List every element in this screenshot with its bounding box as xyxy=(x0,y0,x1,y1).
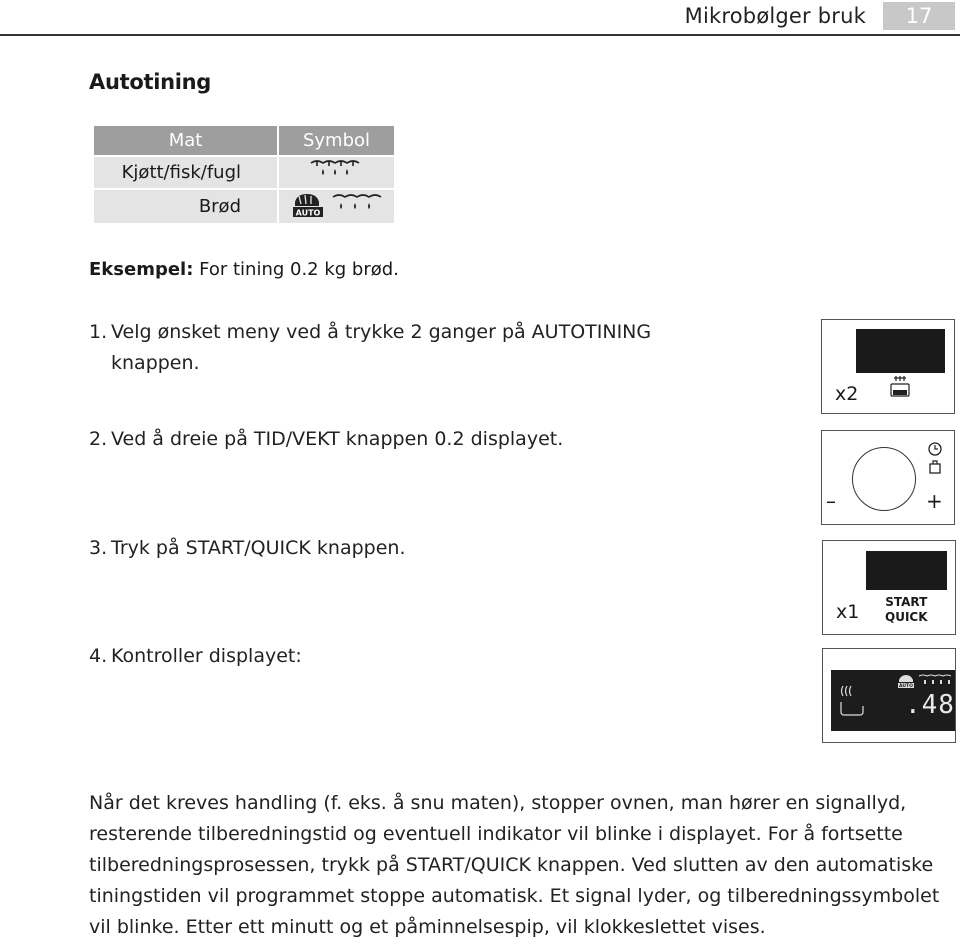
body-paragraph xyxy=(89,788,949,943)
step-4 xyxy=(89,641,302,672)
paragraph-line: tiningstiden vil programmet stoppe automatisk. Et signal lyder, og tilberedningssymbolet xyxy=(89,885,940,907)
press-count: x2 xyxy=(835,383,859,405)
step-text: Ved å dreie på TID/VEKT knappen 0.2 displayet. xyxy=(111,428,564,450)
clock-icon xyxy=(927,441,943,457)
weight-icon xyxy=(927,459,943,475)
dial-plus: + xyxy=(926,489,943,513)
defrost-auto-indicator-icon xyxy=(897,673,953,689)
food-symbol-table xyxy=(92,124,396,225)
step-number: 4. xyxy=(89,645,108,667)
autotining-icon xyxy=(888,375,912,399)
page-number: 17 xyxy=(883,2,955,30)
defrost-bread-auto-icon xyxy=(279,190,394,223)
step-text: Tryk på START/QUICK knappen. xyxy=(111,537,406,559)
section-title: Autotining xyxy=(89,70,212,94)
table-header-row xyxy=(94,126,394,155)
display-screen xyxy=(866,551,947,590)
table-row xyxy=(94,190,394,223)
dial-minus: – xyxy=(826,489,836,513)
step-1 xyxy=(89,317,651,379)
paragraph-line: tilberedningsprosessen, trykk på START/QUICK knappen. Ved slutten av den automatiske xyxy=(89,854,934,876)
step-3 xyxy=(89,533,405,564)
food-name: Kjøtt/fisk/fugl xyxy=(94,157,277,188)
display-screen xyxy=(856,329,945,373)
step-number: 2. xyxy=(89,428,108,450)
start-quick-label xyxy=(885,595,928,625)
display-readout-illustration xyxy=(822,648,956,743)
display-screen xyxy=(831,670,955,731)
example-label: Eksempel: xyxy=(89,259,194,280)
step-text: Kontroller displayet: xyxy=(111,645,302,667)
defrost-meat-icon xyxy=(279,157,394,188)
auto-label: AUTO xyxy=(295,208,320,218)
step-text: Velg ønsket meny ved å trykke 2 ganger på AUTOTINING xyxy=(111,321,652,343)
step-2 xyxy=(89,424,563,455)
running-header: Mikrobølger bruk xyxy=(684,4,866,28)
quick-label: QUICK xyxy=(885,610,928,624)
step-text-cont: knappen. xyxy=(111,352,200,374)
column-header-mat: Mat xyxy=(94,126,277,155)
header-rule xyxy=(0,34,960,36)
paragraph-line: resterende tilberedningstid og eventuell indikator vil blinke i displayet. For å fortsette xyxy=(89,823,903,845)
time-weight-dial-illustration xyxy=(821,430,955,525)
autotining-button-illustration xyxy=(821,319,955,414)
signal-icon xyxy=(837,684,867,718)
step-number: 3. xyxy=(89,537,108,559)
paragraph-line: vil blinke. Etter ett minutt og et påminnelsespip, vil klokkeslettet vises. xyxy=(89,916,766,938)
start-label: START xyxy=(885,595,928,609)
dial-knob xyxy=(852,447,916,511)
display-value: .48 xyxy=(905,690,955,720)
start-quick-button-illustration xyxy=(822,540,956,635)
press-count: x1 xyxy=(836,601,860,623)
display-auto-label: AUTO xyxy=(899,684,913,689)
step-number: 1. xyxy=(89,321,108,343)
table-row xyxy=(94,157,394,188)
paragraph-line: Når det kreves handling (f. eks. å snu maten), stopper ovnen, man hører en signallyd, xyxy=(89,792,907,814)
example-text: For tining 0.2 kg brød. xyxy=(199,259,399,280)
column-header-symbol: Symbol xyxy=(279,126,394,155)
food-name: Brød xyxy=(94,190,277,223)
example-line xyxy=(89,259,399,280)
